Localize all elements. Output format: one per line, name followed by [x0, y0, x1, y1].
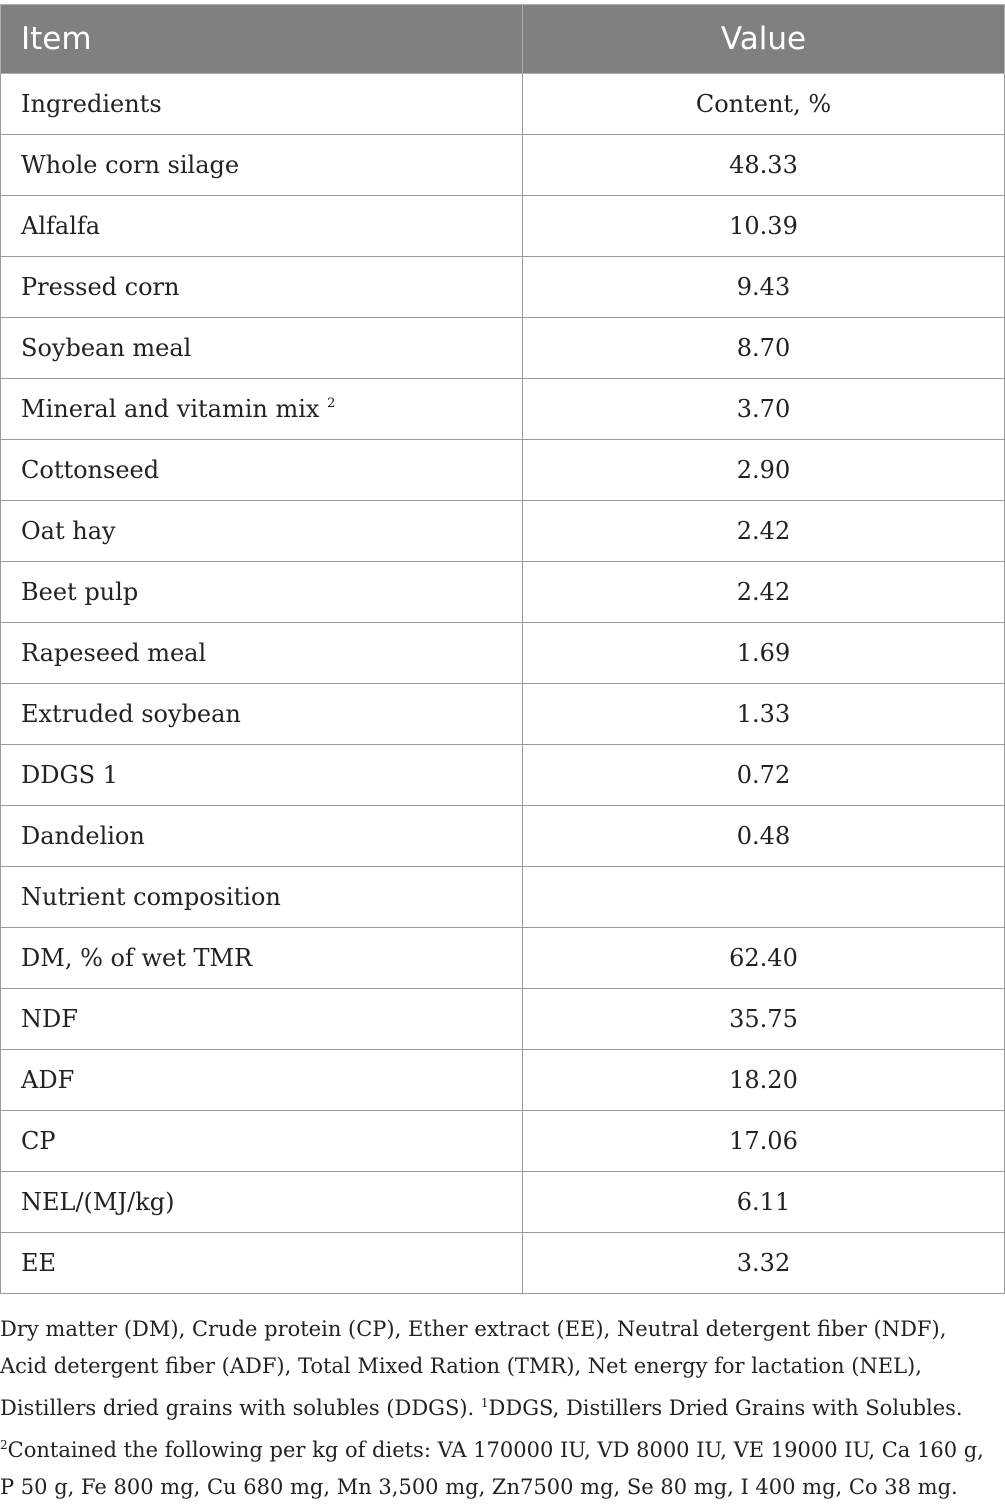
table-row	[1, 562, 1005, 623]
row-value-cell: 35.75	[523, 989, 1005, 1050]
row-item-cell	[1, 379, 523, 440]
row-value-cell: 0.72	[523, 745, 1005, 806]
row-item-cell	[1, 928, 523, 989]
footnote-text: Acid detergent fiber (ADF), Total Mixed Ration (TMR), Net energy for lactation (NEL),	[0, 1354, 922, 1378]
row-value-cell: 18.20	[523, 1050, 1005, 1111]
table-row	[1, 74, 1005, 135]
row-item-label: Ingredients	[21, 90, 162, 118]
footnote-marker: 2	[0, 1438, 8, 1452]
footnote-text: P 50 g, Fe 800 mg, Cu 680 mg, Mn 3,500 mg, Zn7500 mg, Se 80 mg, I 400 mg, Co 38 mg.	[0, 1475, 958, 1499]
footnote-text: DDGS, Distillers Dried Grains with Solubles.	[488, 1396, 963, 1420]
table-row	[1, 928, 1005, 989]
header-item: Item	[1, 5, 523, 74]
table-row	[1, 1050, 1005, 1111]
row-item-label: Beet pulp	[21, 578, 139, 606]
row-item-label: Mineral and vitamin mix	[21, 395, 320, 423]
row-item-label: CP	[21, 1127, 56, 1155]
row-item-label: EE	[21, 1249, 57, 1277]
row-item-label: Rapeseed meal	[21, 639, 207, 667]
table-row	[1, 257, 1005, 318]
footnote-text: Distillers dried grains with solubles (DDGS).	[0, 1396, 481, 1420]
footnote-line	[0, 1348, 1004, 1385]
table-body	[1, 74, 1005, 1294]
row-item-label: ADF	[21, 1066, 75, 1094]
footnote-line	[0, 1385, 1004, 1427]
row-item-cell	[1, 501, 523, 562]
table-row	[1, 623, 1005, 684]
row-item-label: NEL/(MJ/kg)	[21, 1188, 175, 1216]
row-item-label: Alfalfa	[21, 212, 101, 240]
row-item-label: Dandelion	[21, 822, 145, 850]
row-value-cell: 2.42	[523, 562, 1005, 623]
table-row	[1, 867, 1005, 928]
row-item-label: Nutrient composition	[21, 883, 281, 911]
table-row	[1, 501, 1005, 562]
row-value-cell: 1.33	[523, 684, 1005, 745]
row-value-cell: 48.33	[523, 135, 1005, 196]
row-value-cell: 2.90	[523, 440, 1005, 501]
table-row	[1, 440, 1005, 501]
row-item-cell	[1, 318, 523, 379]
row-item-cell	[1, 196, 523, 257]
row-item-cell	[1, 623, 523, 684]
row-item-footnote-marker: 2	[327, 396, 336, 411]
row-item-label: DM, % of wet TMR	[21, 944, 253, 972]
row-item-label: Soybean meal	[21, 334, 192, 362]
footnote-marker: 1	[480, 1396, 489, 1410]
table-footnote	[0, 1311, 1004, 1506]
table-row	[1, 1111, 1005, 1172]
table-row	[1, 196, 1005, 257]
footnote-line	[0, 1311, 1004, 1348]
row-value-cell: 10.39	[523, 196, 1005, 257]
row-value-cell: 2.42	[523, 501, 1005, 562]
row-value-cell: 3.70	[523, 379, 1005, 440]
row-item-cell	[1, 1233, 523, 1294]
footnote-text: Contained the following per kg of diets: VA 170000 IU, VD 8000 IU, VE 19000 IU, Ca 160 g,	[7, 1438, 984, 1462]
row-value-cell: 8.70	[523, 318, 1005, 379]
row-item-label: Pressed corn	[21, 273, 180, 301]
table-row	[1, 1172, 1005, 1233]
row-item-cell	[1, 440, 523, 501]
diet-composition-table	[0, 4, 1005, 1294]
table-row	[1, 684, 1005, 745]
row-value-cell: 62.40	[523, 928, 1005, 989]
row-value-cell: 0.48	[523, 806, 1005, 867]
row-item-cell	[1, 989, 523, 1050]
table-row	[1, 989, 1005, 1050]
row-value-cell	[523, 867, 1005, 928]
header-value: Value	[523, 5, 1005, 74]
row-value-cell: 9.43	[523, 257, 1005, 318]
row-item-label: Extruded soybean	[21, 700, 241, 728]
footnote-line	[0, 1427, 1004, 1469]
row-item-label: Whole corn silage	[21, 151, 240, 179]
row-item-label: NDF	[21, 1005, 78, 1033]
row-value-cell: 6.11	[523, 1172, 1005, 1233]
table-header-row	[1, 5, 1005, 74]
row-item-cell	[1, 806, 523, 867]
row-item-cell	[1, 684, 523, 745]
footnote-text: Dry matter (DM), Crude protein (CP), Ether extract (EE), Neutral detergent fiber (NDF),	[0, 1317, 947, 1341]
table-row	[1, 745, 1005, 806]
row-value-cell: 17.06	[523, 1111, 1005, 1172]
row-item-cell	[1, 562, 523, 623]
row-item-cell	[1, 74, 523, 135]
row-value-cell: 3.32	[523, 1233, 1005, 1294]
table-row	[1, 135, 1005, 196]
row-item-cell	[1, 745, 523, 806]
row-item-cell	[1, 1172, 523, 1233]
row-item-cell	[1, 1111, 523, 1172]
table-row	[1, 379, 1005, 440]
table-row	[1, 806, 1005, 867]
footnote-line	[0, 1469, 1004, 1506]
row-item-cell	[1, 257, 523, 318]
row-item-cell	[1, 867, 523, 928]
row-item-cell	[1, 1050, 523, 1111]
row-item-label: Oat hay	[21, 517, 116, 545]
row-item-cell	[1, 135, 523, 196]
row-value-cell: 1.69	[523, 623, 1005, 684]
table-row	[1, 318, 1005, 379]
row-item-label: DDGS 1	[21, 761, 118, 789]
row-item-label: Cottonseed	[21, 456, 160, 484]
row-value-cell: Content, %	[523, 74, 1005, 135]
table-row	[1, 1233, 1005, 1294]
